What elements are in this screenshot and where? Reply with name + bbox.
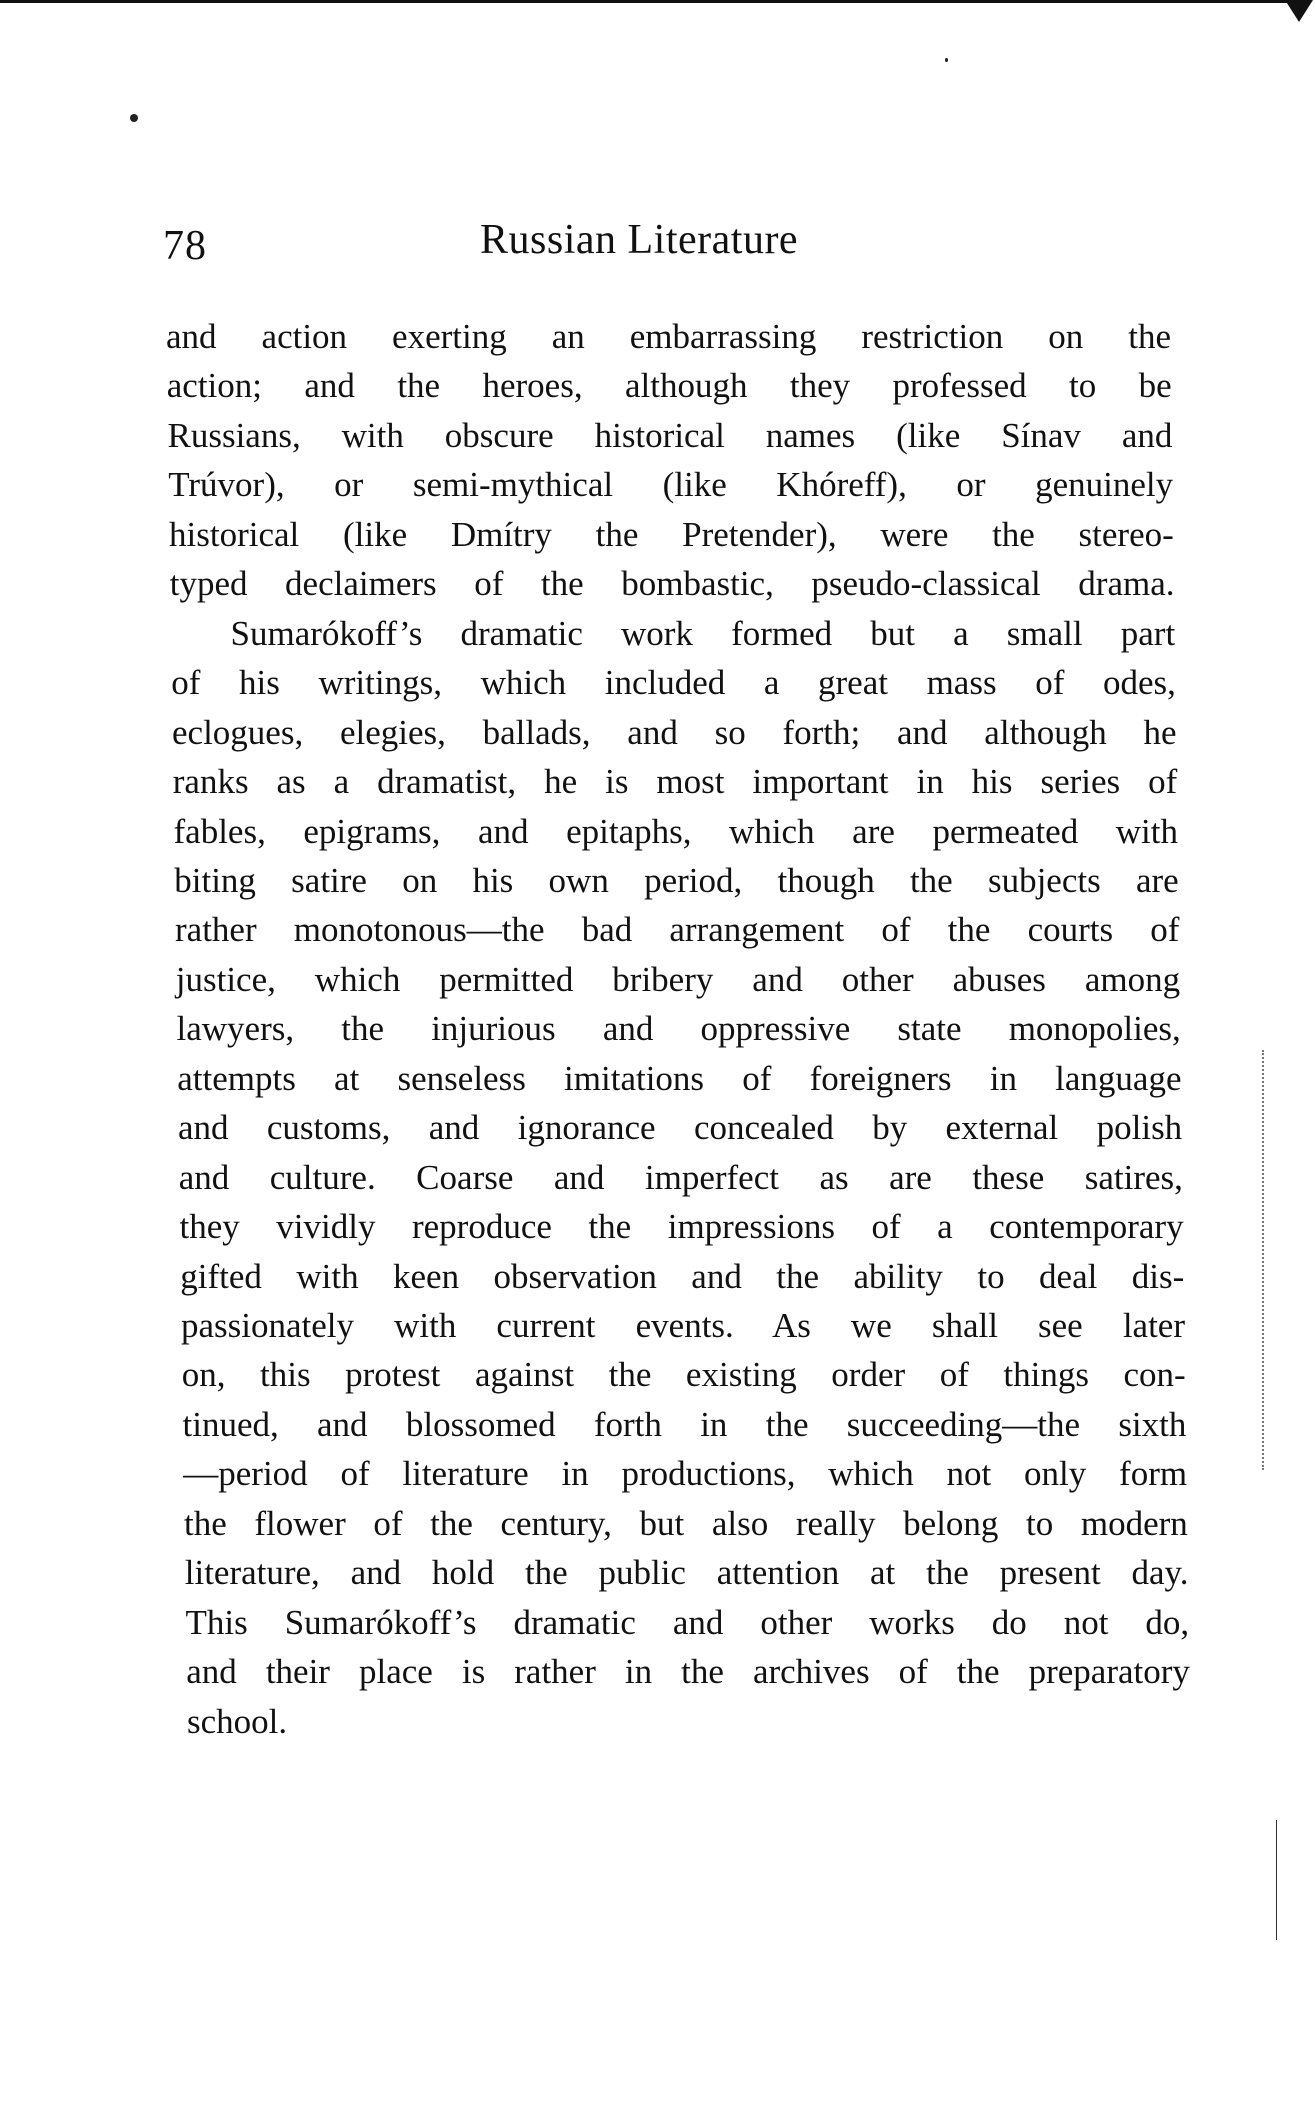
page-number: 78 bbox=[163, 223, 207, 269]
text-line: historical (like Dmítry the Pretender), were the stereo- bbox=[169, 514, 1174, 554]
text-line: and customs, and ignorance concealed by external polish bbox=[178, 1108, 1183, 1148]
text-line: action; and the heroes, although they professed to be bbox=[166, 366, 1172, 406]
text-line: passionately with current events. As we shall see later bbox=[181, 1306, 1185, 1345]
text-line: ranks as a dramatist, he is most important in his series of bbox=[172, 762, 1178, 802]
text-line: justice, which permitted bribery and other abuses among bbox=[175, 959, 1181, 999]
scan-speck bbox=[130, 114, 138, 122]
text-line: school. bbox=[187, 1701, 288, 1741]
text-line: biting satire on his own period, though the subjects are bbox=[174, 860, 1179, 900]
text-line: —period of literature in productions, which not only form bbox=[183, 1454, 1188, 1494]
text-line: the flower of the century, but also really belong to modern bbox=[184, 1503, 1188, 1543]
text-line: eclogues, elegies, ballads, and so forth; and although he bbox=[172, 712, 1177, 752]
text-line: of his writings, which included a great mass of odes, bbox=[171, 663, 1176, 703]
text-line: and action exerting an embarrassing restriction on the bbox=[166, 317, 1171, 356]
text-line: tinued, and blossomed forth in the succeeding—the sixth bbox=[182, 1404, 1187, 1444]
text-line: on, this protest against the existing order of things con- bbox=[181, 1355, 1186, 1395]
text-line: fables, epigrams, and epitaphs, which are permeated with bbox=[173, 811, 1178, 851]
text-line: lawyers, the injurious and oppressive state monopolies, bbox=[176, 1009, 1181, 1049]
running-title: Russian Literature bbox=[480, 217, 799, 263]
text-line: Russians, with obscure historical names (like Sínav and bbox=[167, 415, 1173, 455]
text-line: and their place is rather in the archives of the preparatory bbox=[186, 1652, 1190, 1692]
scan-speck bbox=[945, 58, 948, 62]
text-line: Trúvor), or semi-mythical (like Khóreff), or genuinely bbox=[168, 465, 1174, 505]
text-line: and culture. Coarse and imperfect as are these satires, bbox=[178, 1157, 1183, 1197]
text-line: gifted with keen observation and the ability to deal dis- bbox=[180, 1256, 1185, 1296]
margin-scan-marks bbox=[1262, 1050, 1268, 1470]
page-top-border bbox=[0, 0, 1290, 3]
scan-corner-mark bbox=[1285, 0, 1313, 22]
text-line: rather monotonous—the bad arrangement of the courts of bbox=[175, 910, 1180, 950]
margin-rule bbox=[1276, 1820, 1277, 1940]
text-line: This Sumarókoff’s dramatic and other works do not do, bbox=[185, 1602, 1190, 1642]
text-line: literature, and hold the public attention at the present day. bbox=[184, 1553, 1189, 1593]
text-line: typed declaimers of the bombastic, pseudo-classical drama. bbox=[169, 564, 1175, 604]
text-line: attempts at senseless imitations of foreigners in language bbox=[177, 1058, 1182, 1098]
text-line: Sumarókoff’s dramatic work formed but a small part bbox=[230, 613, 1176, 653]
text-line: they vividly reproduce the impressions of a contemporary bbox=[179, 1207, 1184, 1247]
